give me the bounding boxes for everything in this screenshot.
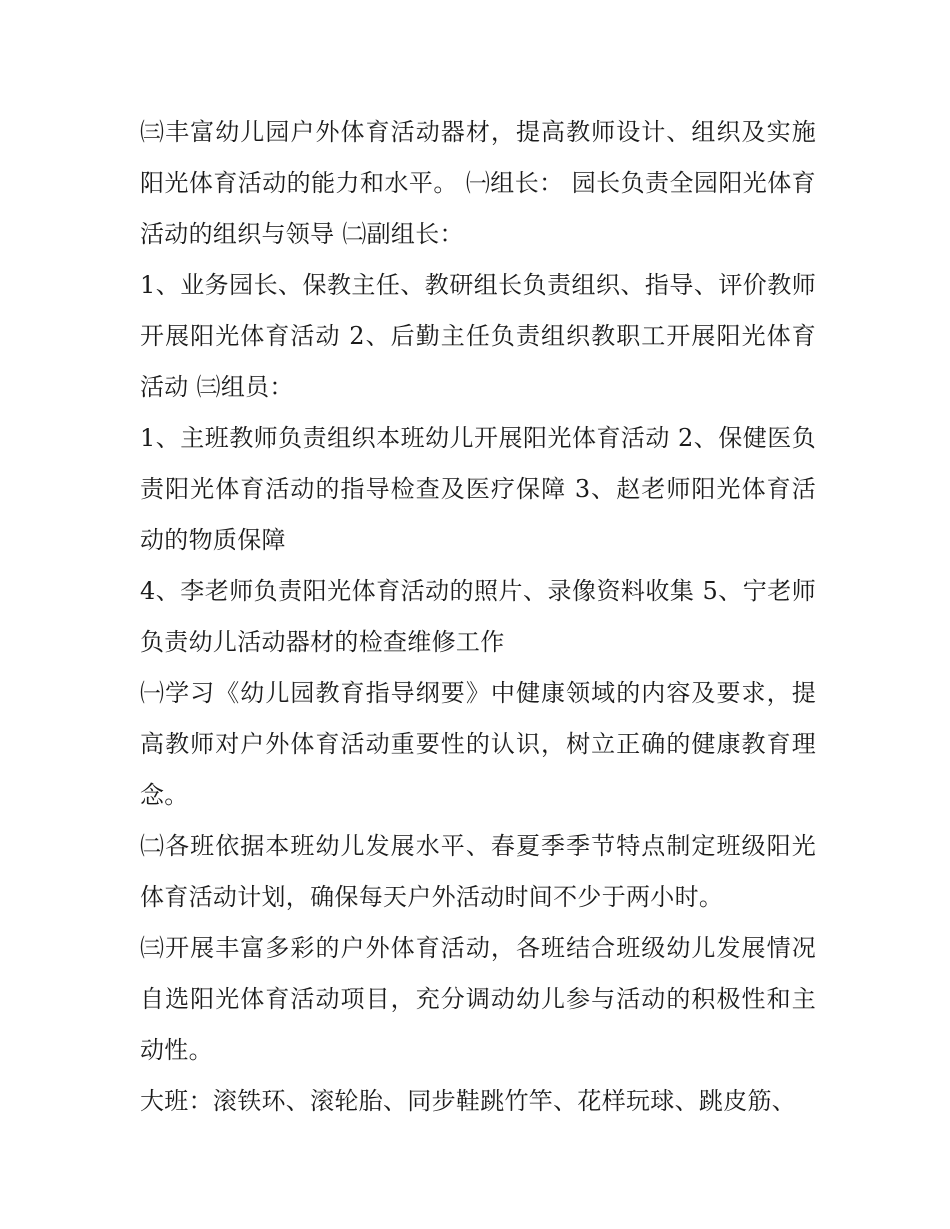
paragraph-members-2: 4、李老师负责阳光体育活动的照片、录像资料收集 5、宁老师负责幼儿活动器材的检查维修工作 bbox=[140, 577, 816, 656]
paragraph-deputy-leaders: 1、业务园长、保教主任、教研组长负责组织、指导、评价教师开展阳光体育活动 2、后勤主任负责组织教职工开展阳光体育活动 ㈢组员： bbox=[140, 271, 816, 401]
paragraph-senior-class: 大班：滚铁环、滚轮胎、同步鞋跳竹竿、花样玩球、跳皮筋、 bbox=[140, 1087, 797, 1115]
paragraph-class-plan: ㈡各班依据本班幼儿发展水平、春夏季季节特点制定班级阳光体育活动计划，确保每天户外活动时间不少于两小时。 bbox=[140, 832, 816, 911]
paragraph-members-1: 1、主班教师负责组织本班幼儿开展阳光体育活动 2、保健医负责阳光体育活动的指导检查及医疗保障 3、赵老师阳光体育活动的物质保障 bbox=[140, 424, 816, 554]
document-body bbox=[140, 107, 816, 1127]
paragraph-activities: ㈢开展丰富多彩的户外体育活动，各班结合班级幼儿发展情况自选阳光体育活动项目，充分调动幼儿参与活动的积极性和主动性。 bbox=[140, 934, 816, 1064]
paragraph-study-guidelines: ㈠学习《幼儿园教育指导纲要》中健康领域的内容及要求，提高教师对户外体育活动重要性的认识，树立正确的健康教育理念。 bbox=[140, 679, 816, 809]
paragraph-materials-and-leader: ㈢丰富幼儿园户外体育活动器材，提高教师设计、组织及实施阳光体育活动的能力和水平。 ㈠组长： 园长负责全园阳光体育活动的组织与领导 ㈡副组长： bbox=[140, 118, 816, 248]
